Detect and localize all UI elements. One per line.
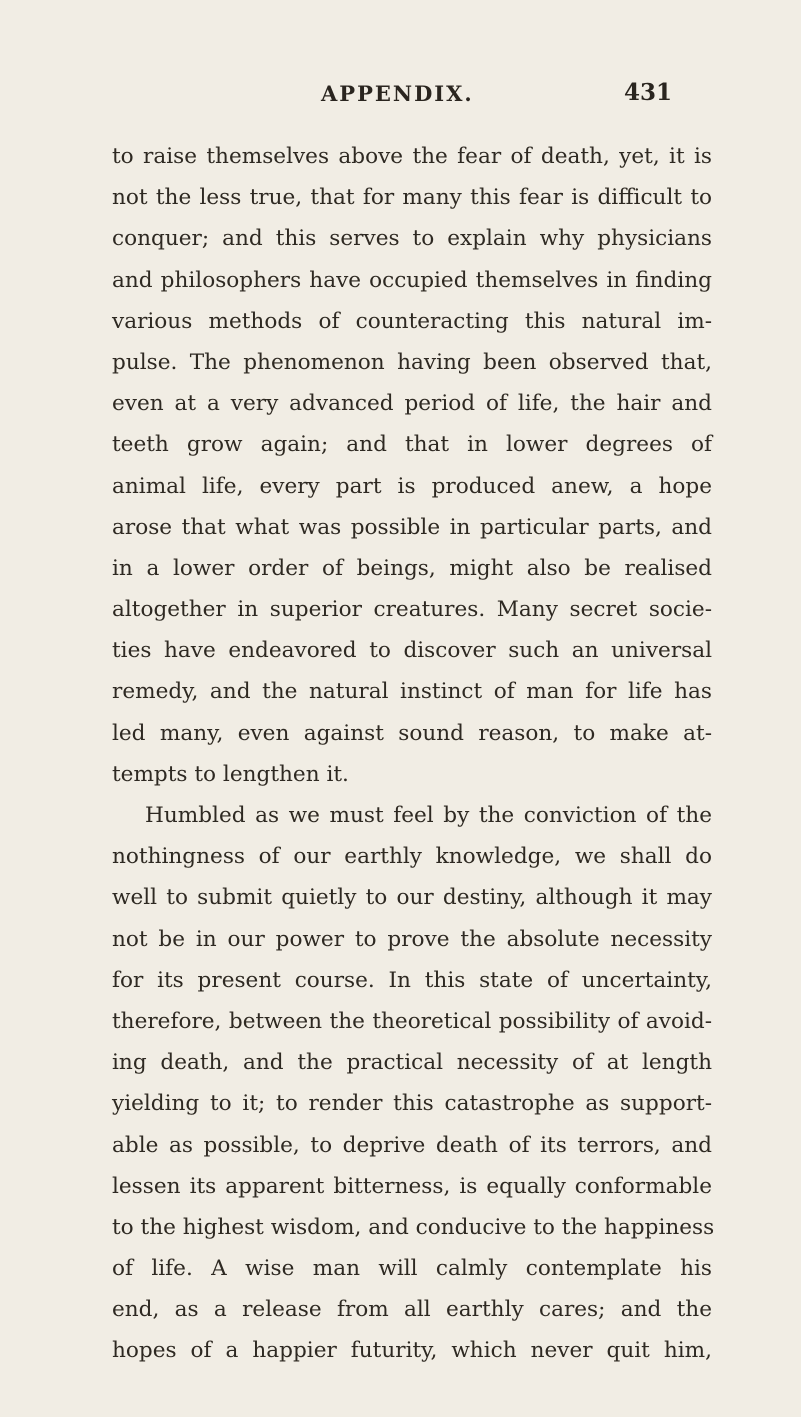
text-line: pulse. The phenomenon having been observed that, [112,349,712,375]
paragraph-start-line: Humbled as we must feel by the conviction of the [145,803,712,828]
text-line: ties have endeavored to discover such an universal [112,638,712,664]
text-line: not be in our power to prove the absolute necessity [112,926,712,952]
text-line: conquer; and this serves to explain why physicians [112,226,712,252]
text-line: yielding to it; to render this catastrophe as support- [112,1091,712,1117]
text-line: ing death, and the practical necessity of at length [112,1050,712,1076]
text-line: various methods of counteracting this natural im- [112,308,712,334]
text-line: for its present course. In this state of uncertainty, [112,967,712,993]
text-line: altogether in superior creatures. Many secret socie- [112,597,712,623]
text-line: of life. A wise man will calmly contemplate his [112,1256,712,1282]
page-header [0,75,801,115]
text-line: led many, even against sound reason, to make at- [112,720,712,746]
text-line: even at a very advanced period of life, the hair and [112,391,712,417]
running-head: APPENDIX. [321,81,474,106]
page-number: 431 [624,79,673,106]
text-line: end, as a release from all earthly cares; and the [112,1297,712,1323]
text-line: and philosophers have occupied themselves in finding [112,267,712,293]
text-line: in a lower order of beings, might also be realised [112,555,712,581]
text-line: teeth grow again; and that in lower degrees of [112,432,712,458]
paragraph-end-line: tempts to lengthen it. [112,761,349,787]
text-line: animal life, every part is produced anew, a hope [112,473,712,499]
text-line: arose that what was possible in particular parts, and [112,514,712,540]
text-line: to the highest wisdom, and conducive to the happiness [112,1214,715,1240]
text-line: lessen its apparent bitterness, is equally conformable [112,1173,712,1199]
text-line: hopes of a happier futurity, which never quit him, [112,1338,712,1364]
text-line: nothingness of our earthly knowledge, we shall do [112,844,712,870]
text-line: remedy, and the natural instinct of man for life has [112,679,712,705]
text-line: to raise themselves above the fear of death, yet, it is [112,144,712,169]
text-line: therefore, between the theoretical possibility of avoid- [112,1008,712,1034]
text-line: able as possible, to deprive death of its terrors, and [112,1132,712,1158]
body-text [112,136,715,1372]
text-line: well to submit quietly to our destiny, although it may [112,885,712,911]
text-line: not the less true, that for many this fear is difficult to [112,185,712,211]
